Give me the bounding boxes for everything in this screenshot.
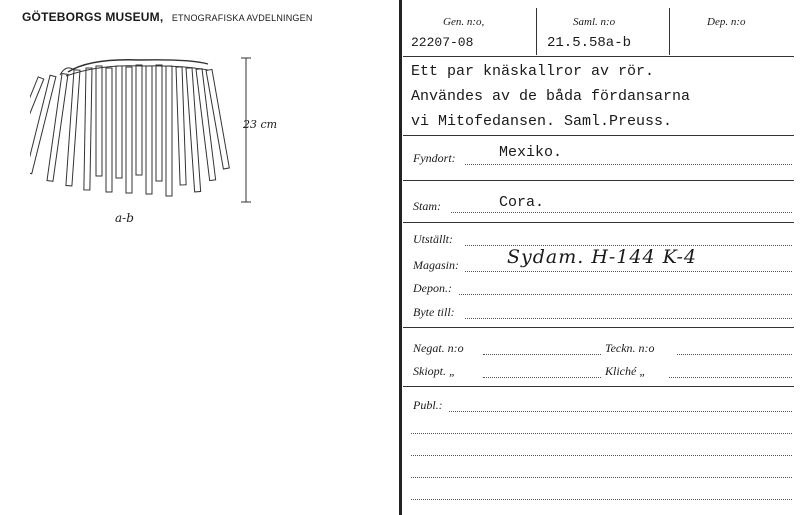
saml-no-value: 21.5.58a-b xyxy=(547,35,632,51)
description-line-2: Användes av de båda fördansarna xyxy=(411,88,691,105)
fyndort-label: Fyndort: xyxy=(413,151,456,165)
publ-line xyxy=(411,477,792,478)
rule-line xyxy=(403,222,794,223)
description-line-3: vi Mitofedansen. Saml.Preuss. xyxy=(411,113,673,130)
depon-label: Depon.: xyxy=(413,281,452,295)
rule-line xyxy=(403,327,794,328)
card-divider xyxy=(399,0,402,515)
skiopt-label: Skiopt. „ xyxy=(413,364,456,378)
publ-line xyxy=(411,455,792,456)
depon-line xyxy=(459,294,792,295)
teckn-line xyxy=(677,354,792,355)
magasin-value: Sydam. H-144 K-4 xyxy=(507,246,697,268)
magasin-label: Magasin: xyxy=(413,258,459,272)
museum-header xyxy=(22,8,313,26)
publ-line xyxy=(411,499,792,500)
saml-no-label: Saml. n:o xyxy=(573,16,616,28)
magasin-line xyxy=(465,271,792,272)
publ-line xyxy=(411,433,792,434)
column-divider xyxy=(669,8,670,55)
negat-line xyxy=(483,354,601,355)
byte-line xyxy=(465,318,792,319)
teckn-label: Teckn. n:o xyxy=(605,341,655,355)
department-name: ETNOGRAFISKA AVDELNINGEN xyxy=(171,13,313,23)
publ-label: Publ.: xyxy=(413,398,443,412)
kliche-line xyxy=(669,377,792,378)
kliche-label: Kliché „ xyxy=(605,364,646,378)
stam-label: Stam: xyxy=(413,199,441,213)
negat-label: Negat. n:o xyxy=(413,341,464,355)
publ-line xyxy=(449,411,792,412)
rule-line xyxy=(403,180,794,181)
stam-line xyxy=(451,212,792,213)
museum-name: GÖTEBORGS MUSEUM, xyxy=(22,10,164,24)
stam-value: Cora. xyxy=(499,194,545,211)
rule-line xyxy=(403,135,794,136)
description-line-1: Ett par knäskallror av rör. xyxy=(411,63,655,80)
fyndort-value: Mexiko. xyxy=(499,144,563,161)
sketch-label-note: a-b xyxy=(115,211,134,225)
column-divider xyxy=(536,8,537,55)
gen-no-value: 22207-08 xyxy=(411,35,474,50)
fyndort-line xyxy=(465,164,792,165)
catalog-form xyxy=(403,0,800,515)
skiopt-line xyxy=(483,377,601,378)
dimension-note: 23 cm xyxy=(243,118,278,131)
rattle-sketch xyxy=(30,50,270,220)
dep-no-label: Dep. n:o xyxy=(707,16,746,28)
byte-label: Byte till: xyxy=(413,305,455,319)
rule-line xyxy=(403,386,794,387)
rule-line xyxy=(403,56,794,57)
utstallt-label: Utställt: xyxy=(413,232,454,246)
gen-no-label: Gen. n:o, xyxy=(443,16,485,28)
